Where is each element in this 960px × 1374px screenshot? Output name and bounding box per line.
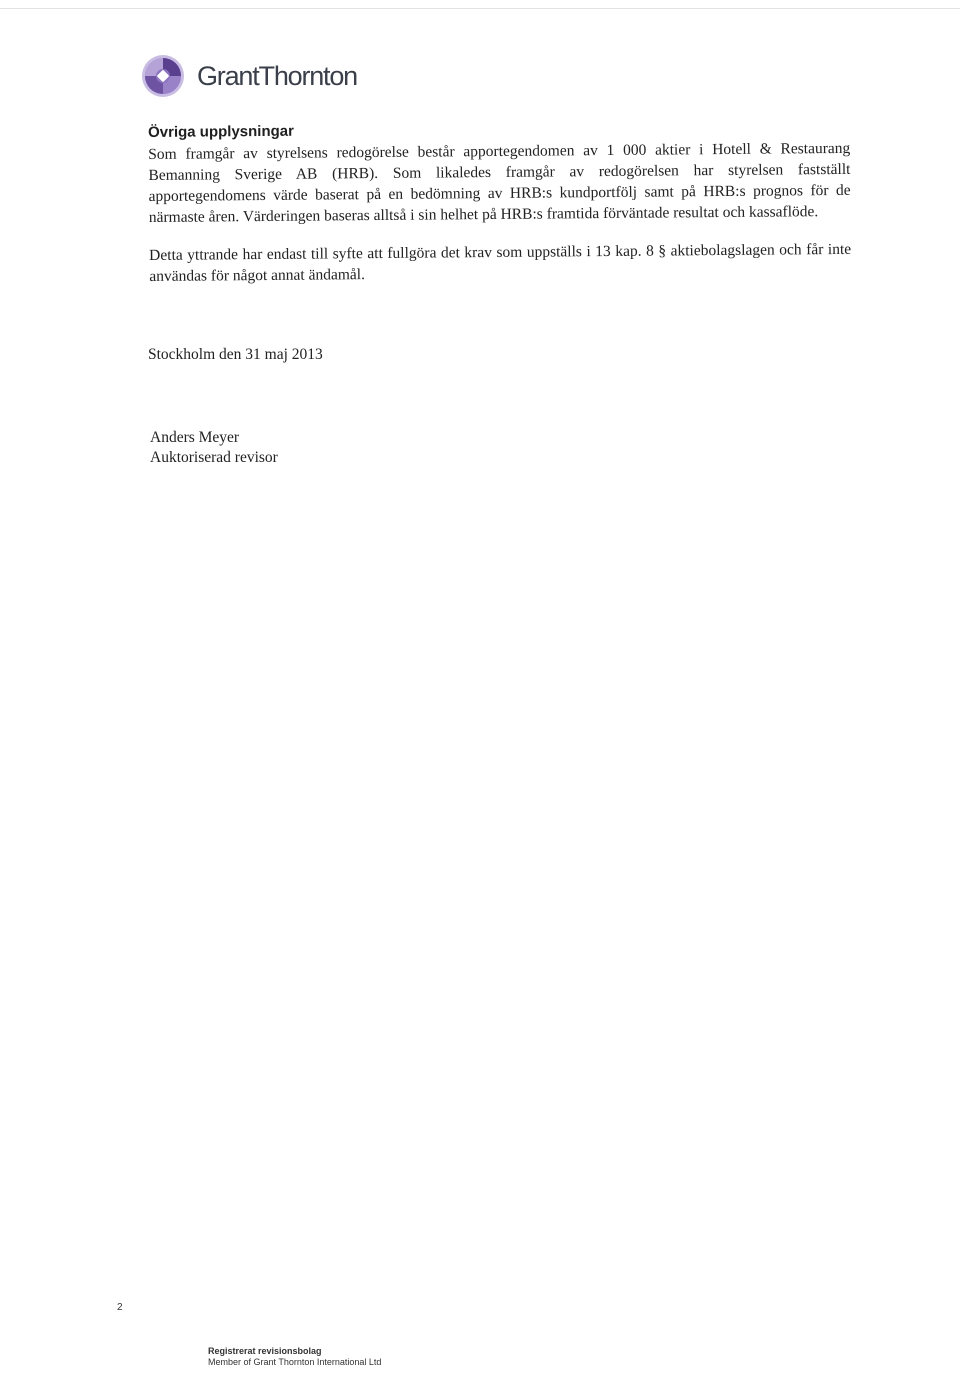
company-logo (141, 54, 357, 98)
date-line: Stockholm den 31 maj 2013 (148, 346, 323, 363)
logo-wordmark: GrantThornton (197, 60, 357, 91)
section-heading: Övriga upplysningar (148, 122, 295, 141)
footer (208, 1346, 381, 1368)
footer-membership: Member of Grant Thornton International Ltd (208, 1357, 382, 1367)
top-rule (0, 8, 960, 9)
footer-registration: Registrerat revisionsbolag (208, 1346, 322, 1356)
grant-thornton-logo-icon (141, 54, 185, 98)
main-content (148, 118, 851, 287)
paragraph-valuation: Som framgår av styrelsens redogörelse består apportegendomen av 1 000 aktier i Hotell & Restaurang Bemanning Sverige AB (HRB). Som likaledes framgår av redogörelsen har styrelsen fastställt apportegendomens värde baserat på en bedömning av HRB:s kundportfölj samt på HRB:s prognos för de närmaste åren. Värderingen baseras alltså i sin helhet på HRB:s framtida förväntade resultat och kassaflöde. (148, 139, 851, 226)
signature-block (150, 428, 278, 468)
paragraph-purpose: Detta yttrande har endast till syfte att fullgöra det krav som uppställs i 13 kap. 8 § aktiebolagslagen och får inte användas för något annat ändamål. (149, 240, 852, 285)
page-number: 2 (117, 1302, 123, 1313)
signer-name: Anders Meyer (150, 429, 240, 446)
signer-title: Auktoriserad revisor (150, 449, 278, 466)
